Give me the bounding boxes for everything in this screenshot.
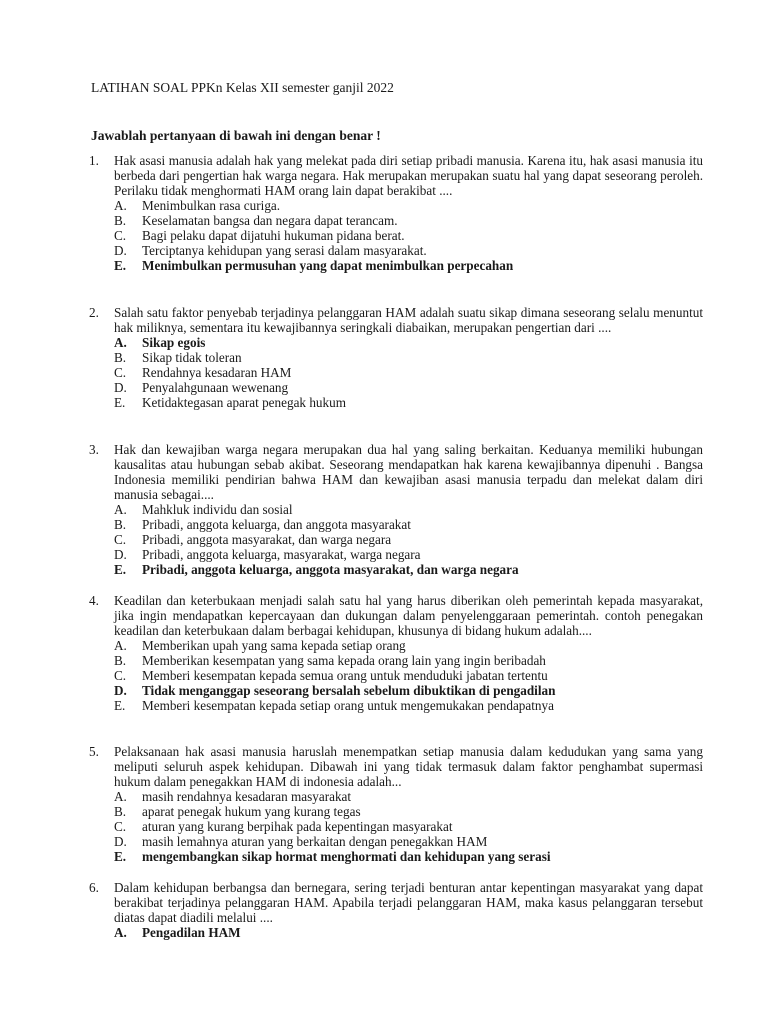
option-text: aturan yang kurang berpihak pada kepentingan masyarakat: [142, 819, 453, 834]
option-c: [114, 228, 703, 243]
option-text: Keselamatan bangsa dan negara dapat terancam.: [142, 213, 398, 228]
option-a: [114, 502, 703, 517]
question-6: [89, 880, 703, 940]
option-text: Pribadi, anggota keluarga, masyarakat, warga negara: [142, 547, 421, 562]
option-a: [114, 789, 703, 804]
option-d: [114, 243, 703, 258]
option-letter: A.: [114, 925, 127, 940]
option-text: Terciptanya kehidupan yang serasi dalam masyarakat.: [142, 243, 427, 258]
option-text: mengembangkan sikap hormat menghormati dan kehidupan yang serasi: [142, 849, 551, 864]
option-text: Pengadilan HAM: [142, 925, 241, 940]
option-a-correct: [114, 925, 703, 940]
option-text: masih rendahnya kesadaran masyarakat: [142, 789, 352, 804]
option-letter: B.: [114, 350, 127, 365]
option-letter: A.: [114, 502, 127, 517]
option-letter: C.: [114, 532, 127, 547]
answer-options: [114, 335, 703, 410]
option-letter: E.: [114, 849, 127, 864]
option-letter: D.: [114, 243, 127, 258]
question-number: 3.: [89, 442, 99, 457]
option-b: [114, 517, 703, 532]
option-text: Rendahnya kesadaran HAM: [142, 365, 292, 380]
answer-options: [114, 925, 703, 940]
option-text: masih lemahnya aturan yang berkaitan dengan penegakkan HAM: [142, 834, 488, 849]
option-letter: D.: [114, 683, 127, 698]
option-letter: A.: [114, 789, 127, 804]
option-text: Memberi kesempatan kepada setiap orang untuk mengemukakan pendapatnya: [142, 698, 554, 713]
option-c: [114, 365, 703, 380]
option-a: [114, 198, 703, 213]
option-b: [114, 350, 703, 365]
option-e: [114, 395, 703, 410]
question-5: [89, 744, 703, 864]
option-letter: A.: [114, 638, 127, 653]
question-number: 4.: [89, 593, 99, 608]
option-d: [114, 547, 703, 562]
option-letter: C.: [114, 228, 127, 243]
option-e-correct: [114, 258, 703, 273]
question-number: 6.: [89, 880, 99, 895]
option-letter: D.: [114, 547, 127, 562]
option-text: Bagi pelaku dapat dijatuhi hukuman pidana berat.: [142, 228, 405, 243]
question-3: [89, 442, 703, 577]
answer-options: [114, 502, 703, 577]
option-b: [114, 804, 703, 819]
option-text: Memberikan kesempatan yang sama kepada orang lain yang ingin beribadah: [142, 653, 546, 668]
question-1: [89, 153, 703, 273]
option-c: [114, 819, 703, 834]
option-letter: C.: [114, 819, 127, 834]
question-text: Keadilan dan keterbukaan menjadi salah satu hal yang harus diberikan oleh pemerintah kepada masyarakat, jika ingin mendapatkan kepercayaan dan dukungan dalam penyelenggaraan pemerintah. contoh penegakan keadilan dan keterbukaan dalam berbagai kehidupan, khusunya di bidang hukum adalah....: [114, 593, 703, 638]
option-text: Pribadi, anggota masyarakat, dan warga negara: [142, 532, 392, 547]
question-4: [89, 593, 703, 713]
document-title: LATIHAN SOAL PPKn Kelas XII semester ganjil 2022: [91, 80, 394, 95]
instruction-text: Jawablah pertanyaan di bawah ini dengan benar !: [91, 128, 381, 143]
answer-options: [114, 638, 703, 713]
question-2: [89, 305, 703, 410]
question-text: Hak asasi manusia adalah hak yang melekat pada diri setiap pribadi manusia. Karena itu, hak asasi manusia itu berbeda dari pengertian hak warga negara. Hak merupakan merupakan suatu hal yang dapat seseorang peroleh. Perilaku tidak menghormati HAM orang lain dapat berakibat ....: [114, 153, 703, 198]
option-b: [114, 213, 703, 228]
option-letter: E.: [114, 395, 126, 410]
option-text: Memberikan upah yang sama kepada setiap orang: [142, 638, 406, 653]
option-letter: D.: [114, 380, 127, 395]
option-letter: C.: [114, 365, 127, 380]
option-text: Tidak menganggap seseorang bersalah sebelum dibuktikan di pengadilan: [142, 683, 556, 698]
option-text: Sikap egois: [142, 335, 206, 350]
option-letter: E.: [114, 258, 127, 273]
option-text: Pribadi, anggota keluarga, dan anggota masyarakat: [142, 517, 411, 532]
option-text: Penyalahgunaan wewenang: [142, 380, 289, 395]
option-e: [114, 698, 703, 713]
answer-options: [114, 789, 703, 864]
option-e-correct: [114, 849, 703, 864]
option-d: [114, 834, 703, 849]
option-e-correct: [114, 562, 703, 577]
option-d: [114, 380, 703, 395]
question-text: Hak dan kewajiban warga negara merupakan dua hal yang saling berkaitan. Keduanya memiliki hubungan kausalitas atau hubungan sebab akibat. Seseorang mendapatkan hak karena kewajibannya dipenuhi . Bangsa Indonesia memiliki pendirian bahwa HAM dan kewajiban asasi manusia terpadu dan melekat dalam diri manusia sebagai....: [114, 442, 703, 502]
option-letter: C.: [114, 668, 127, 683]
answer-options: [114, 198, 703, 273]
option-letter: B.: [114, 804, 127, 819]
option-text: Mahkluk individu dan sosial: [142, 502, 293, 517]
option-letter: A.: [114, 198, 127, 213]
option-text: Memberi kesempatan kepada semua orang untuk menduduki jabatan tertentu: [142, 668, 548, 683]
option-text: Ketidaktegasan aparat penegak hukum: [142, 395, 346, 410]
question-text: Pelaksanaan hak asasi manusia haruslah menempatkan setiap manusia dalam kedudukan yang sama yang meliputi seluruh aspek kehidupan. Dibawah ini yang tidak termasuk dalam faktor penghambat supermasi hukum dalam penegakkan HAM di indonesia adalah...: [114, 744, 703, 789]
option-c: [114, 668, 703, 683]
question-text: Salah satu faktor penyebab terjadinya pelanggaran HAM adalah suatu sikap dimana seseorang selalu menuntut hak miliknya, sementara itu kewajibannya seringkali diabaikan, merupakan pengertian dari ....: [114, 305, 703, 335]
option-letter: B.: [114, 653, 127, 668]
option-c: [114, 532, 703, 547]
option-b: [114, 653, 703, 668]
question-number: 5.: [89, 744, 99, 759]
option-d-correct: [114, 683, 703, 698]
option-text: Menimbulkan rasa curiga.: [142, 198, 281, 213]
question-number: 2.: [89, 305, 99, 320]
option-text: Sikap tidak toleran: [142, 350, 242, 365]
option-letter: D.: [114, 834, 127, 849]
option-text: Menimbulkan permusuhan yang dapat menimbulkan perpecahan: [142, 258, 514, 273]
option-text: aparat penegak hukum yang kurang tegas: [142, 804, 361, 819]
option-a-correct: [114, 335, 703, 350]
option-letter: A.: [114, 335, 127, 350]
option-letter: B.: [114, 213, 127, 228]
option-text: Pribadi, anggota keluarga, anggota masyarakat, dan warga negara: [142, 562, 519, 577]
option-letter: E.: [114, 562, 127, 577]
option-letter: B.: [114, 517, 127, 532]
question-number: 1.: [89, 153, 99, 168]
option-a: [114, 638, 703, 653]
question-text: Dalam kehidupan berbangsa dan bernegara, sering terjadi benturan antar kepentingan masyarakat yang dapat berakibat terjadinya pelanggaran HAM. Apabila terjadi pelanggaran HAM, maka kasus pelanggaran tersebut diatas dapat diadili melalui ....: [114, 880, 703, 925]
option-letter: E.: [114, 698, 126, 713]
